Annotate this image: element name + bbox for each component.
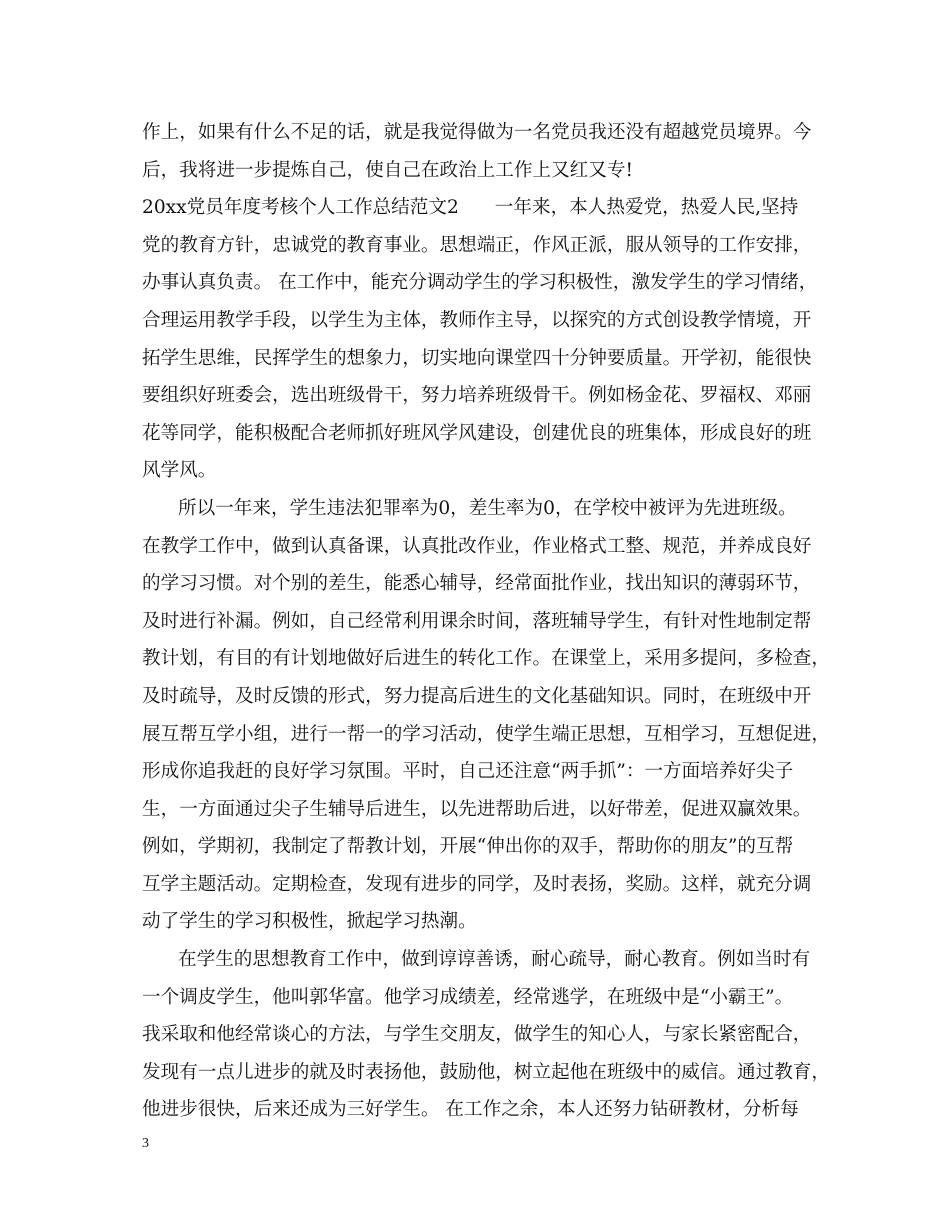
text-line: 生，一方面通过尖子生辅导后进生，以先进帮助后进，以好带差，促进双赢效果。 (142, 798, 812, 820)
text-line: 他进步很快，后来还成为三好学生。 在工作之余，本人还努力钻研教材，分析每 (142, 1099, 799, 1121)
text-line: 合理运用教学手段，以学生为主体，教师作主导，以探究的方式创设教学情境，开 (142, 309, 812, 331)
text-line: 一个调皮学生，他叫郭华富。他学习成绩差，经常逃学，在班级中是“小霸王”。 (142, 986, 794, 1008)
section-title: 20xx党员年度考核个人工作总结范文2 (142, 197, 459, 219)
document-body (142, 114, 832, 1129)
text-segment: 一年来，本人热爱党，热爱人民,坚持 (494, 197, 799, 219)
text-line: 后，我将进一步提炼自己，使自己在政治上工作上又红又专! (142, 159, 633, 181)
text-line: 动了学生的学习积极性，掀起学习热潮。 (142, 911, 477, 933)
text-line: 互学主题活动。定期检查，发现有进步的同学，及时表扬，奖励。这样，就充分调 (142, 873, 812, 895)
text-line: 教计划，有目的有计划地做好后进生的转化工作。在课堂上，采用多提问，多检查， (142, 648, 830, 670)
text-line: 风学风。 (142, 460, 217, 482)
text-line: 展互帮互学小组，进行一帮一的学习活动，使学生端正思想，互相学习，互想促进， (142, 723, 830, 745)
text-line: 我采取和他经常谈心的方法，与学生交朋友，做学生的知心人，与家长紧密配合， (142, 1024, 812, 1046)
paragraph-start: 所以一年来，学生违法犯罪率为0，差生率为0，在学校中被评为先进班级。 (178, 497, 797, 519)
page-number: 3 (142, 1136, 149, 1151)
text-line: 的学习习惯。对个别的差生，能悉心辅导，经常面批作业，找出知识的薄弱环节， (142, 573, 812, 595)
text-line: 发现有一点儿进步的就及时表扬他，鼓励他，树立起他在班级中的威信。通过教育， (142, 1061, 830, 1083)
text-line: 及时疏导，及时反馈的形式，努力提高后进生的文化基础知识。同时，在班级中开 (142, 685, 812, 707)
text-line: 在教学工作中，做到认真备课，认真批改作业，作业格式工整、规范，并养成良好 (142, 535, 812, 557)
text-line: 作上，如果有什么不足的话，就是我觉得做为一名党员我还没有超越党员境界。今 (142, 122, 812, 143)
text-line: 形成你追我赶的良好学习氛围。平时，自己还注意“两手抓”：一方面培养好尖子 (142, 761, 794, 783)
text-line-heading (142, 189, 832, 227)
paragraph-start: 在学生的思想教育工作中，做到谆谆善诱，耐心疏导，耐心教育。例如当时有 (178, 949, 811, 971)
text-line: 要组织好班委会，选出班级骨干，努力培养班级骨干。例如杨金花、罗福权、邓丽 (142, 385, 812, 407)
text-line: 花等同学，能积极配合老师抓好班风学风建设，创建优良的班集体，形成良好的班 (142, 422, 812, 444)
text-line: 拓学生思维，民挥学生的想象力，切实地向课堂四十分钟要质量。开学初，能很快 (142, 347, 812, 369)
text-line: 及时进行补漏。例如，自己经常利用课余时间，落班辅导学生，有针对性地制定帮 (142, 610, 812, 632)
text-line: 办事认真负责。 在工作中，能充分调动学生的学习积极性，激发学生的学习情绪， (142, 272, 818, 294)
text-line: 党的教育方针，忠诚党的教育事业。思想端正，作风正派，服从领导的工作安排， (142, 234, 812, 256)
text-line: 例如，学期初，我制定了帮教计划，开展“伸出你的双手，帮助你的朋友”的互帮 (142, 836, 794, 858)
